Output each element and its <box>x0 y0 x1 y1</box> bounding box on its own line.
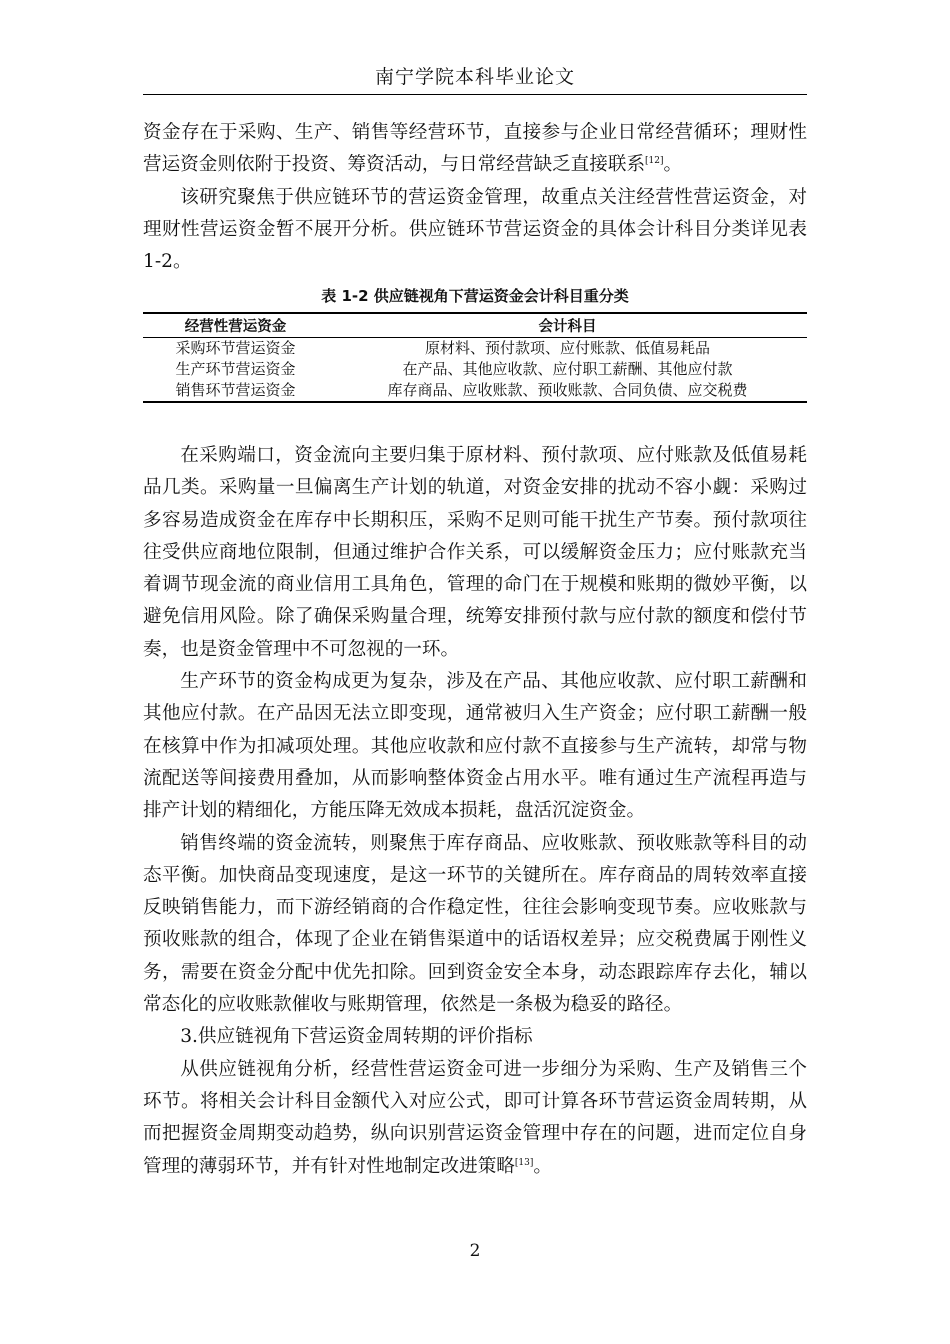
table-row <box>143 338 807 360</box>
table-header-cell: 会计科目 <box>328 313 807 338</box>
paragraph-text: 从供应链视角分析，经营性营运资金可进一步细分为采购、生产及销售三个环节。将相关会计科目金额代入对应公式，即可计算各环节营运资金周转期，从而把握资金周期变动趋势，纵向识别营运资金管理中存在的问题，进而定位自身管理的薄弱环节，并有针对性地制定改进策略 <box>143 1058 807 1177</box>
body-main <box>143 440 807 1183</box>
table-cell: 生产环节营运资金 <box>175 360 296 379</box>
table-cell: 在产品、其他应收款、应付职工薪酬、其他应付款 <box>402 360 733 379</box>
paragraph-indicators <box>143 1054 807 1183</box>
paragraph-procurement: 在采购端口，资金流向主要归集于原材料、预付款项、应付账款及低值易耗品几类。采购量一旦偏离生产计划的轨道，对资金安排的扰动不容小觑：采购过多容易造成资金在库存中长期积压，采购不足则可能干扰生产节奏。预付款项往往受供应商地位限制，但通过维护合作关系，可以缓解资金压力；应付账款充当着调节现金流的商业信用工具角色，管理的命门在于规模和账期的微妙平衡，以避免信用风险。除了确保采购量合理，统筹安排预付款与应付款的额度和偿付节奏，也是资金管理中不可忽视的一环。 <box>143 445 807 660</box>
running-header: 南宁学院本科毕业论文 <box>374 66 575 88</box>
paragraph-intro-table: 该研究聚焦于供应链环节的营运资金管理，故重点关注经营性营运资金，对理财性营运资金暂不展开分析。供应链环节营运资金的具体会计科目分类详见表 1-2。 <box>143 186 807 273</box>
table-header-cell: 经营性营运资金 <box>143 313 328 338</box>
table-row <box>143 380 807 402</box>
header-rule <box>143 94 807 95</box>
table-cell: 销售环节营运资金 <box>143 380 328 402</box>
citation-ref: [12] <box>645 156 664 167</box>
citation-ref: [13] <box>514 1157 534 1168</box>
paragraph-continued <box>143 117 807 182</box>
table-cell: 采购环节营运资金 <box>175 339 296 358</box>
page-number: 2 <box>469 1241 481 1261</box>
table-cell: 库存商品、应收账款、预收账款、合同负债、应交税费 <box>328 380 807 402</box>
table-header-row <box>143 313 807 338</box>
table-caption: 表 1-2 供应链视角下营运资金会计科目重分类 <box>321 287 629 306</box>
table-cell: 原材料、预付款项、应付账款、低值易耗品 <box>424 339 710 358</box>
paragraph-end: 。 <box>533 1155 552 1177</box>
body-top <box>143 117 807 403</box>
paragraph-end: 。 <box>663 154 683 176</box>
paragraph-production: 生产环节的资金构成更为复杂，涉及在产品、其他应收款、应付职工薪酬和其他应付款。在产品因无法立即变现，通常被归入生产资金；应付职工薪酬一般在核算中作为扣减项处理。其他应收款和应付款不直接参与生产流转，却常与物流配送等间接费用叠加，从而影响整体资金占用水平。唯有通过生产流程再造与排产计划的精细化，方能压降无效成本损耗，盘活沉淀资金。 <box>143 671 807 822</box>
paragraph-text: 资金存在于采购、生产、销售等经营环节，直接参与企业日常经营循环；理财性营运资金则依附于投资、筹资活动，与日常经营缺乏直接联系 <box>143 122 807 176</box>
classification-table <box>143 312 807 403</box>
paragraph-sales: 销售终端的资金流转，则聚焦于库存商品、应收账款、预收账款等科目的动态平衡。加快商品变现速度，是这一环节的关键所在。库存商品的周转效率直接反映销售能力，而下游经销商的合作稳定性，往往会影响变现节奏。应收账款与预收账款的组合，体现了企业在销售渠道中的话语权差异；应交税费属于刚性义务，需要在资金分配中优先扣除。回到资金安全本身，动态跟踪库存去化，辅以常态化的应收账款催收与账期管理，依然是一条极为稳妥的路径。 <box>143 832 807 1016</box>
section-heading: 3.供应链视角下营运资金周转期的评价指标 <box>180 1026 533 1048</box>
table-row <box>143 359 807 380</box>
